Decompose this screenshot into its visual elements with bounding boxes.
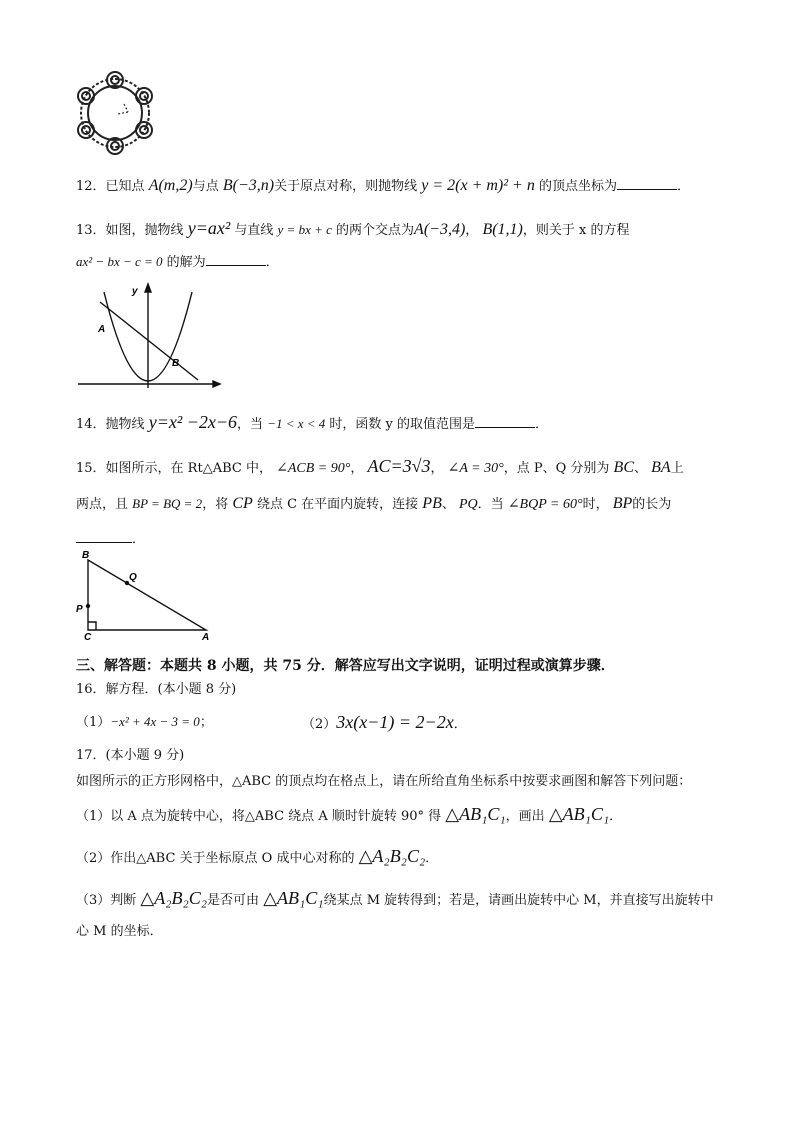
text: 的解为	[166, 255, 206, 270]
question-15-line2	[76, 494, 671, 515]
segment-pb: PB	[422, 495, 442, 512]
text: 是否可由	[207, 893, 260, 908]
text: 的长为	[632, 497, 672, 512]
text: （3）判断	[76, 893, 137, 908]
segment-bp: BP	[612, 495, 633, 512]
text: 绕某点 M 旋转得到；若是，请画出旋转中心 M，并直接写出旋转中	[323, 893, 714, 908]
question-17-part3	[76, 888, 714, 911]
question-17-part2	[76, 846, 438, 869]
point-p-dot	[86, 604, 90, 608]
question-number: 14．	[76, 417, 106, 432]
parabola-formula: y=ax²	[187, 218, 231, 238]
text: ．	[535, 417, 549, 432]
text: ．	[132, 532, 146, 547]
question-15	[76, 456, 684, 479]
text: （2）作出△ABC 关于坐标原点 O 成中心对称的	[76, 851, 355, 866]
text: ，当	[237, 417, 264, 432]
text: ，	[430, 461, 444, 476]
ac-length: AC=3√3	[367, 456, 431, 476]
question-13	[76, 218, 629, 241]
question-16-part1	[76, 712, 213, 733]
text: 与点	[192, 179, 219, 194]
angle-acb: ∠ACB = 90°	[276, 461, 351, 476]
point-b-label: B	[172, 358, 180, 369]
text: 与直线	[234, 223, 274, 238]
angle-bqp: ∠BQP = 60°	[507, 497, 583, 512]
segment-ba: BA	[651, 459, 671, 476]
text: ．	[453, 717, 467, 732]
triangle-a2b2c2: △A₂B₂C₂	[358, 846, 426, 866]
question-16-title: 16．解方程．(本小题 8 分)	[76, 682, 237, 697]
text: 上	[670, 461, 684, 476]
text: 时，	[582, 497, 609, 512]
answer-blank[interactable]	[617, 177, 677, 190]
parabola-line-figure	[74, 280, 224, 390]
text: 绕点 C 在平面内旋转，连接	[256, 497, 419, 512]
parabola-formula: y=x² −2x−6	[148, 412, 238, 432]
point-b: B(−3,n)	[222, 177, 275, 194]
text: 已知点	[105, 179, 145, 194]
answer-blank[interactable]	[206, 253, 266, 266]
segment-pq: PQ	[459, 497, 478, 512]
point-a: A(m,2)	[148, 177, 193, 194]
point-b: B(1,1)	[482, 221, 523, 238]
text: 关于原点对称，则抛物线	[274, 179, 418, 194]
text: ，将	[202, 497, 229, 512]
straight-line	[100, 302, 198, 380]
bp-bq-length: BP = BQ = 2	[132, 496, 203, 511]
question-12	[76, 176, 690, 197]
part-number: （1）	[76, 715, 111, 730]
equation-2: 3x(x−1) = 2−2x	[336, 712, 454, 732]
point-p-label: P	[76, 604, 83, 615]
section-heading: 三、解答题：本题共 8 小题，共 75 分．解答应写出文字说明，证明过程或演算步骤．	[76, 658, 615, 674]
x-range: −1 < x < 4	[267, 416, 326, 431]
point-a: A(−3,4)	[414, 221, 466, 238]
vertex-a-label: A	[202, 632, 210, 642]
text: ，画出	[505, 809, 545, 824]
text: ，	[350, 461, 364, 476]
text: ，点 P、Q 分别为	[503, 461, 610, 476]
text: 抛物线	[105, 417, 145, 432]
vertex-b-label: B	[82, 550, 90, 561]
text: ．	[425, 851, 439, 866]
question-17-title: 17．(本小题 9 分)	[76, 748, 185, 763]
question-number: 12．	[76, 179, 106, 194]
text: 的两个交点为	[336, 223, 415, 238]
x-axis-arrow	[213, 381, 220, 387]
triangle-abc	[88, 560, 206, 630]
text: ．	[677, 179, 691, 194]
triangle-figure	[76, 546, 216, 642]
question-17-part1	[76, 804, 622, 827]
text: ．当	[477, 497, 504, 512]
question-number: 13．	[76, 223, 106, 238]
parabola-formula: y = 2(x + m)² + n	[421, 177, 535, 194]
part-number: （2）	[302, 717, 337, 732]
segment-cp: CP	[232, 495, 253, 512]
question-number: 15．	[76, 461, 106, 476]
text: ．	[265, 255, 279, 270]
point-a-label: A	[98, 324, 106, 335]
equation-1: −x² + 4x − 3 = 0	[110, 714, 200, 729]
line-formula: y = bx + c	[277, 222, 332, 237]
question-17-intro: 如图所示的正方形网格中，△ABC 的顶点均在格点上，请在所给直角坐标系中按要求画图和解答下列问题：	[76, 774, 692, 789]
angle-a: ∠A = 30°	[447, 461, 504, 476]
text: 如图所示，在 Rt△ABC 中，	[105, 461, 272, 476]
answer-blank[interactable]	[76, 530, 132, 543]
text: 时，函数 y 的取值范围是	[329, 417, 476, 432]
text: ，	[465, 223, 479, 238]
text: ．	[609, 809, 623, 824]
segment-bc: BC	[613, 459, 634, 476]
question-13-line2	[76, 252, 279, 273]
ornament-figure	[70, 68, 160, 158]
triangle-ab1c1: △AB₁C₁	[263, 888, 324, 908]
text: 、	[634, 461, 648, 476]
right-angle-mark	[88, 622, 96, 630]
text: 的顶点坐标为	[538, 179, 617, 194]
text: ；	[199, 715, 213, 730]
y-axis-label: y	[132, 286, 138, 297]
vertex-c-label: C	[84, 632, 92, 642]
text: ，则关于 x 的方程	[522, 223, 630, 238]
text: 两点，且	[76, 497, 129, 512]
y-axis-arrow	[145, 284, 151, 292]
question-16-part2	[302, 712, 467, 735]
triangle-a2b2c2: △A₂B₂C₂	[140, 888, 208, 908]
triangle-ab1c1: △AB₁C₁	[548, 804, 610, 824]
question-14	[76, 412, 548, 435]
text: 、	[441, 497, 455, 512]
answer-blank[interactable]	[475, 415, 535, 428]
point-q-label: Q	[129, 572, 137, 583]
text: （1）以 A 点为旋转中心，将△ABC 绕点 A 顺时针旋转 90° 得	[76, 809, 442, 824]
triangle-ab1c1: △AB₁C₁	[445, 804, 506, 824]
question-17-part3-line2: 心 M 的坐标．	[76, 924, 163, 939]
equation: ax² − bx − c = 0	[76, 254, 163, 269]
text: 如图，抛物线	[105, 223, 184, 238]
